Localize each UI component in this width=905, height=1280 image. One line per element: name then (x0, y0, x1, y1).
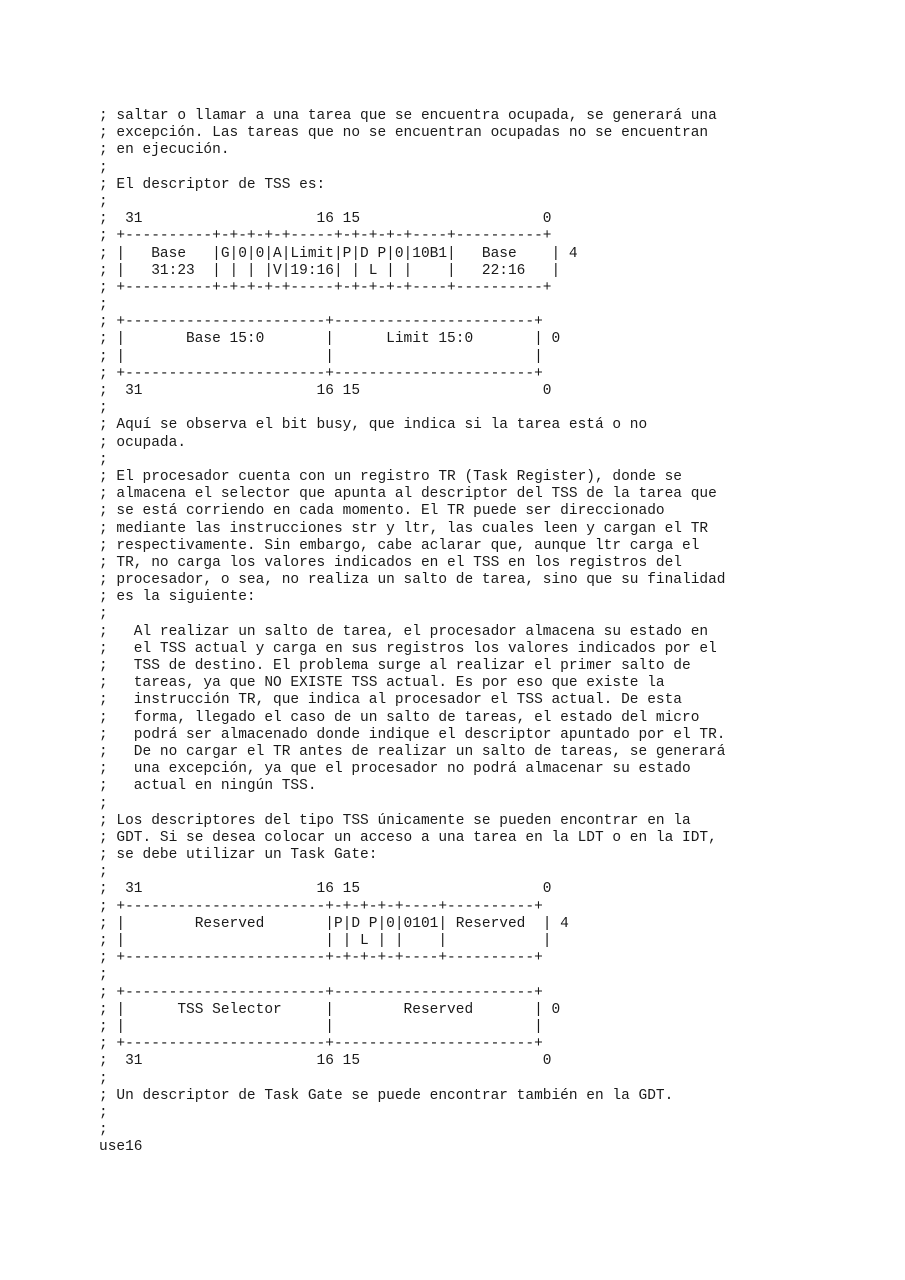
code-line: ; el TSS actual y carga en sus registros los valores indicados por el (99, 640, 717, 657)
code-line: ; | Reserved |P|D P|0|0101| Reserved | 4 (99, 915, 569, 932)
code-line: ; De no cargar el TR antes de realizar un salto de tareas, se generará (99, 743, 726, 760)
code-line: ; +-----------------------+-----------------------+ (99, 1036, 543, 1053)
code-line: ; Un descriptor de Task Gate se puede encontrar también en la GDT. (99, 1087, 674, 1104)
code-line: ; | 31:23 | | | |V|19:16| | L | | | 22:16 | (99, 262, 561, 279)
code-line: ; 31 16 15 0 (99, 383, 552, 399)
code-line: ; una excepción, ya que el procesador no podrá almacenar su estado (99, 761, 691, 778)
code-line: ; 31 16 15 0 (99, 211, 552, 228)
code-line: ; tareas, ya que NO EXISTE TSS actual. Es por eso que existe la (99, 675, 665, 692)
code-line: ; +-----------------------+-----------------------+ (99, 984, 543, 1001)
code-line: ; 31 16 15 0 (99, 1053, 552, 1070)
code-line: ; +-----------------------+-+-+-+-+----+----------+ (99, 898, 543, 915)
code-line: ; (99, 795, 108, 812)
code-line: ; se está corriendo en cada momento. El TR puede ser direccionado (99, 503, 665, 520)
code-line: ; +-----------------------+-----------------------+ (99, 314, 543, 331)
assembly-comment-listing (99, 108, 726, 1156)
code-line: ; | | | (99, 348, 543, 365)
code-line: ; se debe utilizar un Task Gate: (99, 847, 378, 864)
code-line: ; (99, 159, 108, 176)
code-line: ; (99, 1070, 108, 1087)
code-line: ; (99, 1104, 108, 1121)
code-line: ; 31 16 15 0 (99, 881, 552, 898)
code-line: ; GDT. Si se desea colocar un acceso a una tarea en la LDT o en la IDT, (99, 829, 717, 846)
code-line: ; | | | L | | | | (99, 933, 552, 949)
code-line: ; (99, 451, 108, 468)
code-line: ; excepción. Las tareas que no se encuentran ocupadas no se encuentran (99, 125, 709, 142)
code-line: ; TR, no carga los valores indicados en el TSS en los registros del (99, 554, 682, 571)
code-line: ; (99, 1122, 108, 1139)
code-line: ; en ejecución. (99, 142, 230, 159)
code-line: ; (99, 297, 108, 314)
code-line: ; instrucción TR, que indica al procesador el TSS actual. De esta (99, 692, 682, 709)
code-line: ; (99, 400, 108, 417)
code-line: ; +-----------------------+-+-+-+-+----+----------+ (99, 950, 543, 967)
code-line: ; | | | (99, 1018, 543, 1035)
code-line: ; actual en ningún TSS. (99, 778, 317, 795)
code-line: ; El descriptor de TSS es: (99, 176, 326, 193)
code-line: ; almacena el selector que apunta al descriptor del TSS de la tarea que (99, 486, 717, 503)
code-line: ; (99, 606, 108, 623)
code-line: ; +----------+-+-+-+-+-----+-+-+-+-+----+----------+ (99, 228, 552, 245)
code-line: ; forma, llegado el caso de un salto de tareas, el estado del micro (99, 709, 700, 726)
code-line: ; TSS de destino. El problema surge al realizar el primer salto de (99, 658, 691, 674)
code-line: ; procesador, o sea, no realiza un salto de tarea, sino que su finalidad (99, 572, 726, 589)
code-line: ; Al realizar un salto de tarea, el procesador almacena su estado en (99, 623, 709, 640)
code-line: ; | Base |G|0|0|A|Limit|P|D P|0|10B1| Base | 4 (99, 245, 578, 262)
code-line: ; (99, 193, 108, 210)
code-line: use16 (99, 1139, 143, 1156)
code-line: ; saltar o llamar a una tarea que se encuentra ocupada, se generará una (99, 108, 717, 124)
code-line: ; +----------+-+-+-+-+-----+-+-+-+-+----+----------+ (99, 279, 552, 296)
code-line: ; es la siguiente: (99, 589, 256, 606)
code-line: ; respectivamente. Sin embargo, cabe aclarar que, aunque ltr carga el (99, 537, 700, 554)
code-line: ; Aquí se observa el bit busy, que indica si la tarea está o no (99, 417, 648, 434)
code-line: ; ocupada. (99, 434, 187, 451)
code-line: ; | Base 15:0 | Limit 15:0 | 0 (99, 331, 561, 348)
code-line: ; Los descriptores del tipo TSS únicamente se pueden encontrar en la (99, 812, 691, 829)
code-line: ; (99, 967, 108, 984)
code-line: ; +-----------------------+-----------------------+ (99, 365, 543, 382)
code-line: ; podrá ser almacenado donde indique el descriptor apuntado por el TR. (99, 726, 726, 743)
code-line: ; El procesador cuenta con un registro TR (Task Register), donde se (99, 468, 682, 485)
code-line: ; | TSS Selector | Reserved | 0 (99, 1001, 561, 1018)
code-line: ; mediante las instrucciones str y ltr, las cuales leen y cargan el TR (99, 520, 709, 537)
code-line: ; (99, 864, 108, 881)
